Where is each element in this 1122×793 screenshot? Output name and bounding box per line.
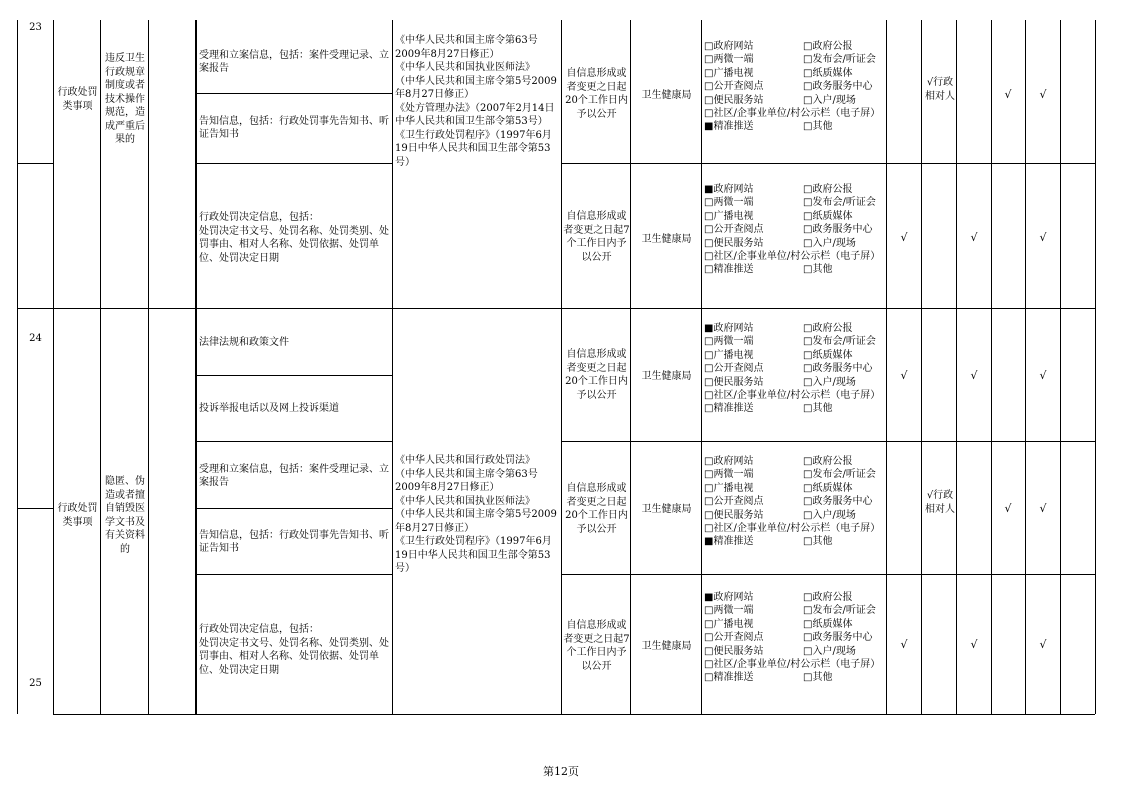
- time-limit-cell: 自信息形成或者变更之日起7个工作日内予以公开: [563, 620, 630, 672]
- check-mark: √: [1039, 502, 1047, 515]
- subject-cell: 卫生健康局: [641, 90, 692, 101]
- channel-block: ■政府网站 □政府公报 □两微一端 □发布会/听证会 □广播电视 □纸质媒体 □公开查阅点 □政务服务中心 □便民服务站 □入户/现场 □社区/企事业单位/村公示栏（电子屏） □精准推送 □其他: [704, 323, 881, 415]
- row-number-25: 25: [29, 678, 42, 689]
- check-mark: √: [970, 231, 978, 244]
- check-mark: √: [1004, 502, 1012, 515]
- time-limit-cell: 自信息形成或者变更之日起20个工作日内予以公开: [565, 68, 628, 120]
- matter-cell: 违反卫生行政规章制度或者技术操作规范，造成严重后果的: [105, 53, 145, 145]
- content-notify-cell: 告知信息，包括：行政处罚事先告知书、听证告知书: [199, 529, 389, 554]
- channel-block: ■政府网站 □政府公报 □两微一端 □发布会/听证会 □广播电视 □纸质媒体 □公开查阅点 □政务服务中心 □便民服务站 □入户/现场 □社区/企事业单位/村公示栏（电子屏） □精准推送 □其他: [704, 184, 881, 276]
- content-complaint-cell: 投诉举报电话以及网上投诉渠道: [199, 403, 339, 415]
- content-laws-cell: 法律法规和政策文件: [199, 337, 289, 349]
- check-mark: √: [1039, 231, 1047, 244]
- content-accept-cell: 受理和立案信息，包括：案件受理记录、立案报告: [199, 49, 389, 74]
- check-mark: √: [1039, 88, 1047, 101]
- channel-block: □政府网站 □政府公报 □两微一端 □发布会/听证会 □广播电视 □纸质媒体 □公开查阅点 □政务服务中心 □便民服务站 □入户/现场 □社区/企事业单位/村公示栏（电子屏） ■精准推送 □其他: [704, 41, 881, 133]
- admin-party-mark: √行政相对人: [925, 77, 955, 102]
- basis-cell: 《中华人民共和国主席令第63号2009年8月27日修正） 《中华人民共和国执业医师法》 （中华人民共和国主席令第5号2009年8月27日修正） 《处方管理办法》（2007年2月14日中华人民共和国卫生部令第53号） 《卫生行政处罚程序》（1997年6月19日中华人民共和国卫生部令第53号）: [395, 35, 557, 168]
- check-mark: √: [970, 638, 978, 651]
- row-number-24: 24: [29, 333, 42, 344]
- check-mark: √: [1039, 638, 1047, 651]
- content-accept-cell: 受理和立案信息，包括：案件受理记录、立案报告: [199, 463, 389, 488]
- check-mark: √: [900, 638, 908, 651]
- content-decision-cell: 行政处罚决定信息，包括： 处罚决定书文号、处罚名称、处罚类别、处罚事由、相对人名称、处罚依据、处罚单位、处罚决定日期: [199, 624, 389, 676]
- time-limit-cell: 自信息形成或者变更之日起20个工作日内予以公开: [565, 483, 628, 535]
- channel-block: ■政府网站 □政府公报 □两微一端 □发布会/听证会 □广播电视 □纸质媒体 □公开查阅点 □政务服务中心 □便民服务站 □入户/现场 □社区/企事业单位/村公示栏（电子屏） □精准推送 □其他: [704, 592, 881, 684]
- subject-cell: 卫生健康局: [641, 641, 692, 652]
- check-mark: √: [900, 231, 908, 244]
- subject-cell: 卫生健康局: [641, 504, 692, 515]
- check-mark: √: [1004, 88, 1012, 101]
- subject-cell: 卫生健康局: [641, 371, 692, 382]
- check-mark: √: [1039, 369, 1047, 382]
- content-decision-cell: 行政处罚决定信息，包括： 处罚决定书文号、处罚名称、处罚类别、处罚事由、相对人名称、处罚依据、处罚单位、处罚决定日期: [199, 212, 389, 264]
- row-number-23: 23: [29, 22, 42, 33]
- check-mark: √: [970, 369, 978, 382]
- admin-party-mark: √行政相对人: [925, 490, 955, 515]
- subject-cell: 卫生健康局: [641, 234, 692, 245]
- basis-cell: 《中华人民共和国行政处罚法》 （中华人民共和国主席令第63号2009年8月27日修正） 《中华人民共和国执业医师法》 （中华人民共和国主席令第5号2009年8月27日修正） 《卫生行政处罚程序》（1997年6月19日中华人民共和国卫生部令第53号）: [395, 455, 557, 574]
- check-mark: √: [900, 369, 908, 382]
- time-limit-cell: 自信息形成或者变更之日起20个工作日内予以公开: [565, 349, 628, 401]
- category-cell: 行政处罚类事项: [57, 503, 98, 528]
- content-notify-cell: 告知信息，包括：行政处罚事先告知书、听证告知书: [199, 115, 389, 140]
- page-number: 第12页: [543, 765, 579, 778]
- channel-block: □政府网站 □政府公报 □两微一端 □发布会/听证会 □广播电视 □纸质媒体 □公开查阅点 □政务服务中心 □便民服务站 □入户/现场 □社区/企事业单位/村公示栏（电子屏） ■精准推送 □其他: [704, 456, 881, 548]
- category-cell: 行政处罚类事项: [57, 87, 98, 112]
- matter-cell: 隐匿、伪造或者擅自销毁医学文书及有关资料的: [105, 476, 145, 555]
- time-limit-cell: 自信息形成或者变更之日起7个工作日内予以公开: [563, 211, 630, 263]
